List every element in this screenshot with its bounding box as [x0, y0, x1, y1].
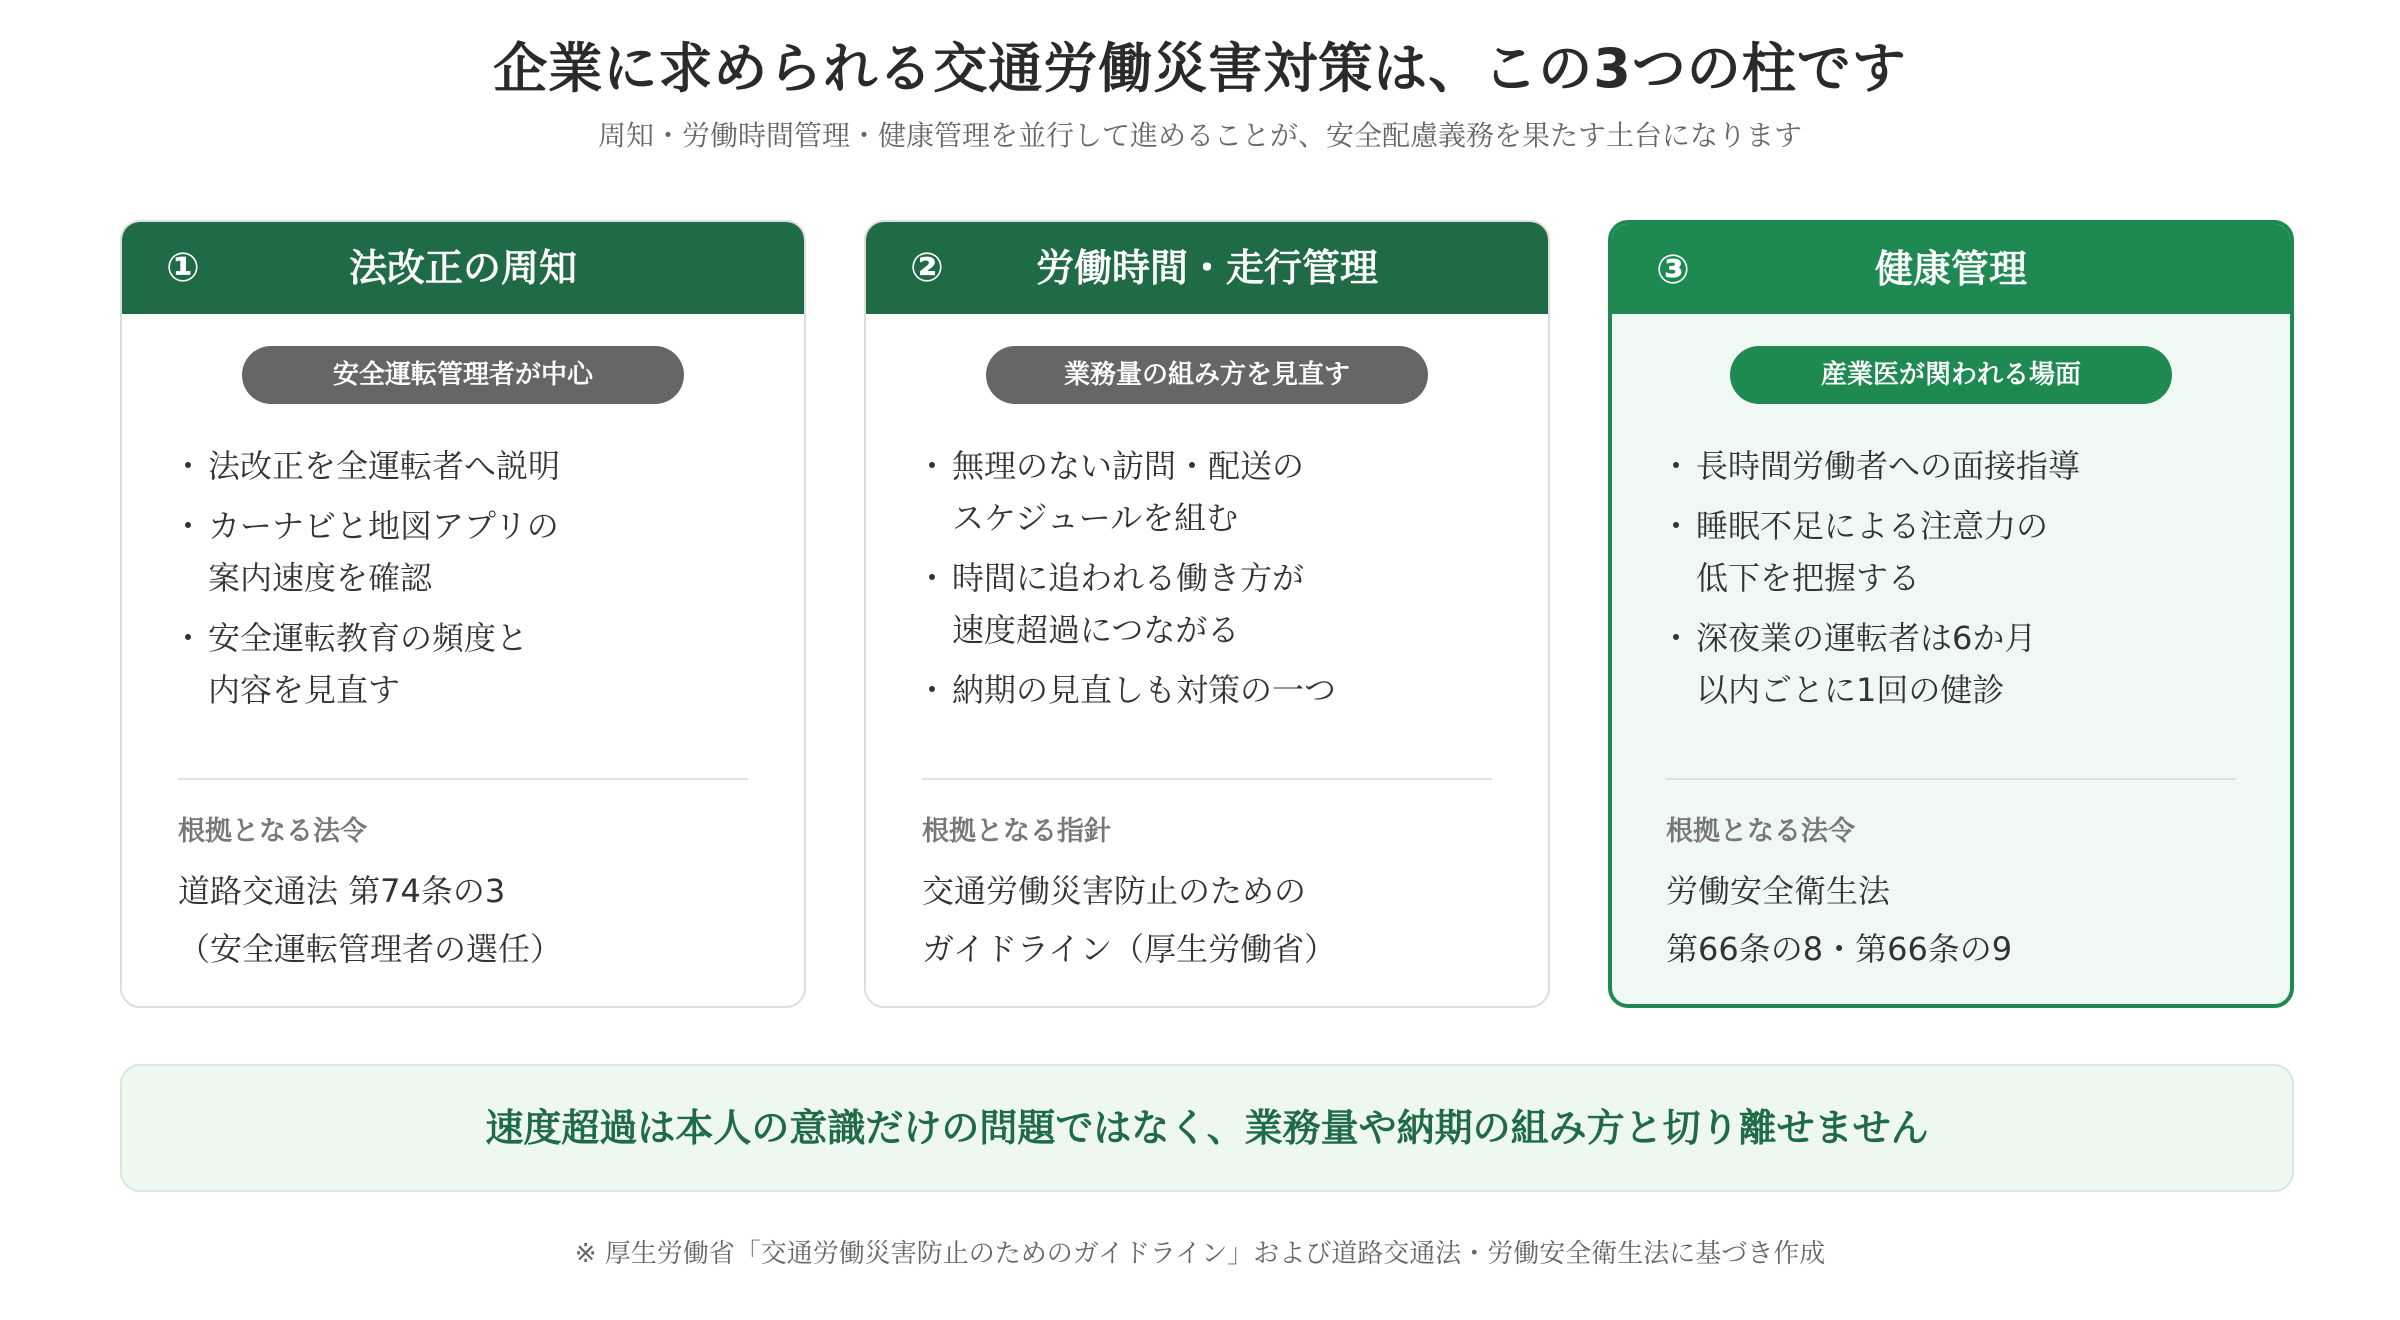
- divider: [178, 778, 748, 780]
- list-item: ・ 時間に追われる働き方が 速度超過につながる: [922, 552, 1522, 656]
- basis-text-1: 道路交通法 第74条の3 （安全運転管理者の選任）: [178, 872, 563, 968]
- list-item: ・ 長時間労働者への面接指導: [1666, 440, 2266, 492]
- pillar-title-2: 労働時間・走行管理: [1035, 246, 1378, 290]
- pillar-number-1: ①: [166, 245, 200, 291]
- page-title: 企業に求められる交通労働災害対策は、この3つの柱です: [493, 37, 1907, 100]
- pillar-card-2: [864, 220, 1550, 1008]
- list-item: ・ 深夜業の運転者は6か月 以内ごとに1回の健診: [1666, 612, 2266, 716]
- pillar-points-2: [922, 440, 1522, 724]
- basis-label-1: 根拠となる法令: [178, 816, 367, 847]
- pillar-header-3: [1612, 224, 2290, 314]
- list-item: ・ 安全運転教育の頻度と 内容を見直す: [178, 612, 778, 716]
- pillar-tag-3: 産業医が関われる場面: [1730, 346, 2172, 404]
- pillar-card-3: [1608, 220, 2294, 1008]
- divider: [922, 778, 1492, 780]
- pillar-points-3: [1666, 440, 2266, 724]
- summary-banner: 速度超過は本人の意識だけの問題ではなく、業務量や納期の組み方と切り離せません: [120, 1064, 2294, 1192]
- page-subtitle: 周知・労働時間管理・健康管理を並行して進めることが、安全配慮義務を果たす土台になります: [597, 119, 1802, 152]
- list-item: ・ カーナビと地図アプリの 案内速度を確認: [178, 500, 778, 604]
- pillar-tag-2: 業務量の組み方を見直す: [986, 346, 1428, 404]
- pillar-title-3: 健康管理: [1874, 247, 2027, 291]
- basis-text-3: 労働安全衛生法 第66条の8・第66条の9: [1666, 872, 2013, 968]
- list-item: ・ 法改正を全運転者へ説明: [178, 440, 778, 492]
- pillar-points-1: [178, 440, 778, 724]
- list-item: ・ 睡眠不足による注意力の 低下を把握する: [1666, 500, 2266, 604]
- basis-label-2: 根拠となる指針: [922, 816, 1111, 847]
- basis-text-2: 交通労働災害防止のための ガイドライン（厚生労働省）: [922, 872, 1337, 968]
- pillar-tag-1: 安全運転管理者が中心: [242, 346, 684, 404]
- pillar-card-1: [120, 220, 806, 1008]
- pillar-header-2: [866, 222, 1548, 314]
- pillar-number-3: ③: [1656, 247, 1690, 293]
- list-item: ・ 無理のない訪問・配送の スケジュールを組む: [922, 440, 1522, 544]
- list-item: ・ 納期の見直しも対策の一つ: [922, 664, 1522, 716]
- pillar-number-2: ②: [910, 245, 944, 291]
- footnote: ※ 厚生労働省「交通労働災害防止のためのガイドライン」および道路交通法・労働安全衛生法に基づき作成: [574, 1239, 1826, 1269]
- divider: [1666, 778, 2236, 780]
- basis-label-3: 根拠となる法令: [1666, 816, 1855, 847]
- pillar-title-1: 法改正の周知: [348, 246, 577, 290]
- pillar-header-1: [122, 222, 804, 314]
